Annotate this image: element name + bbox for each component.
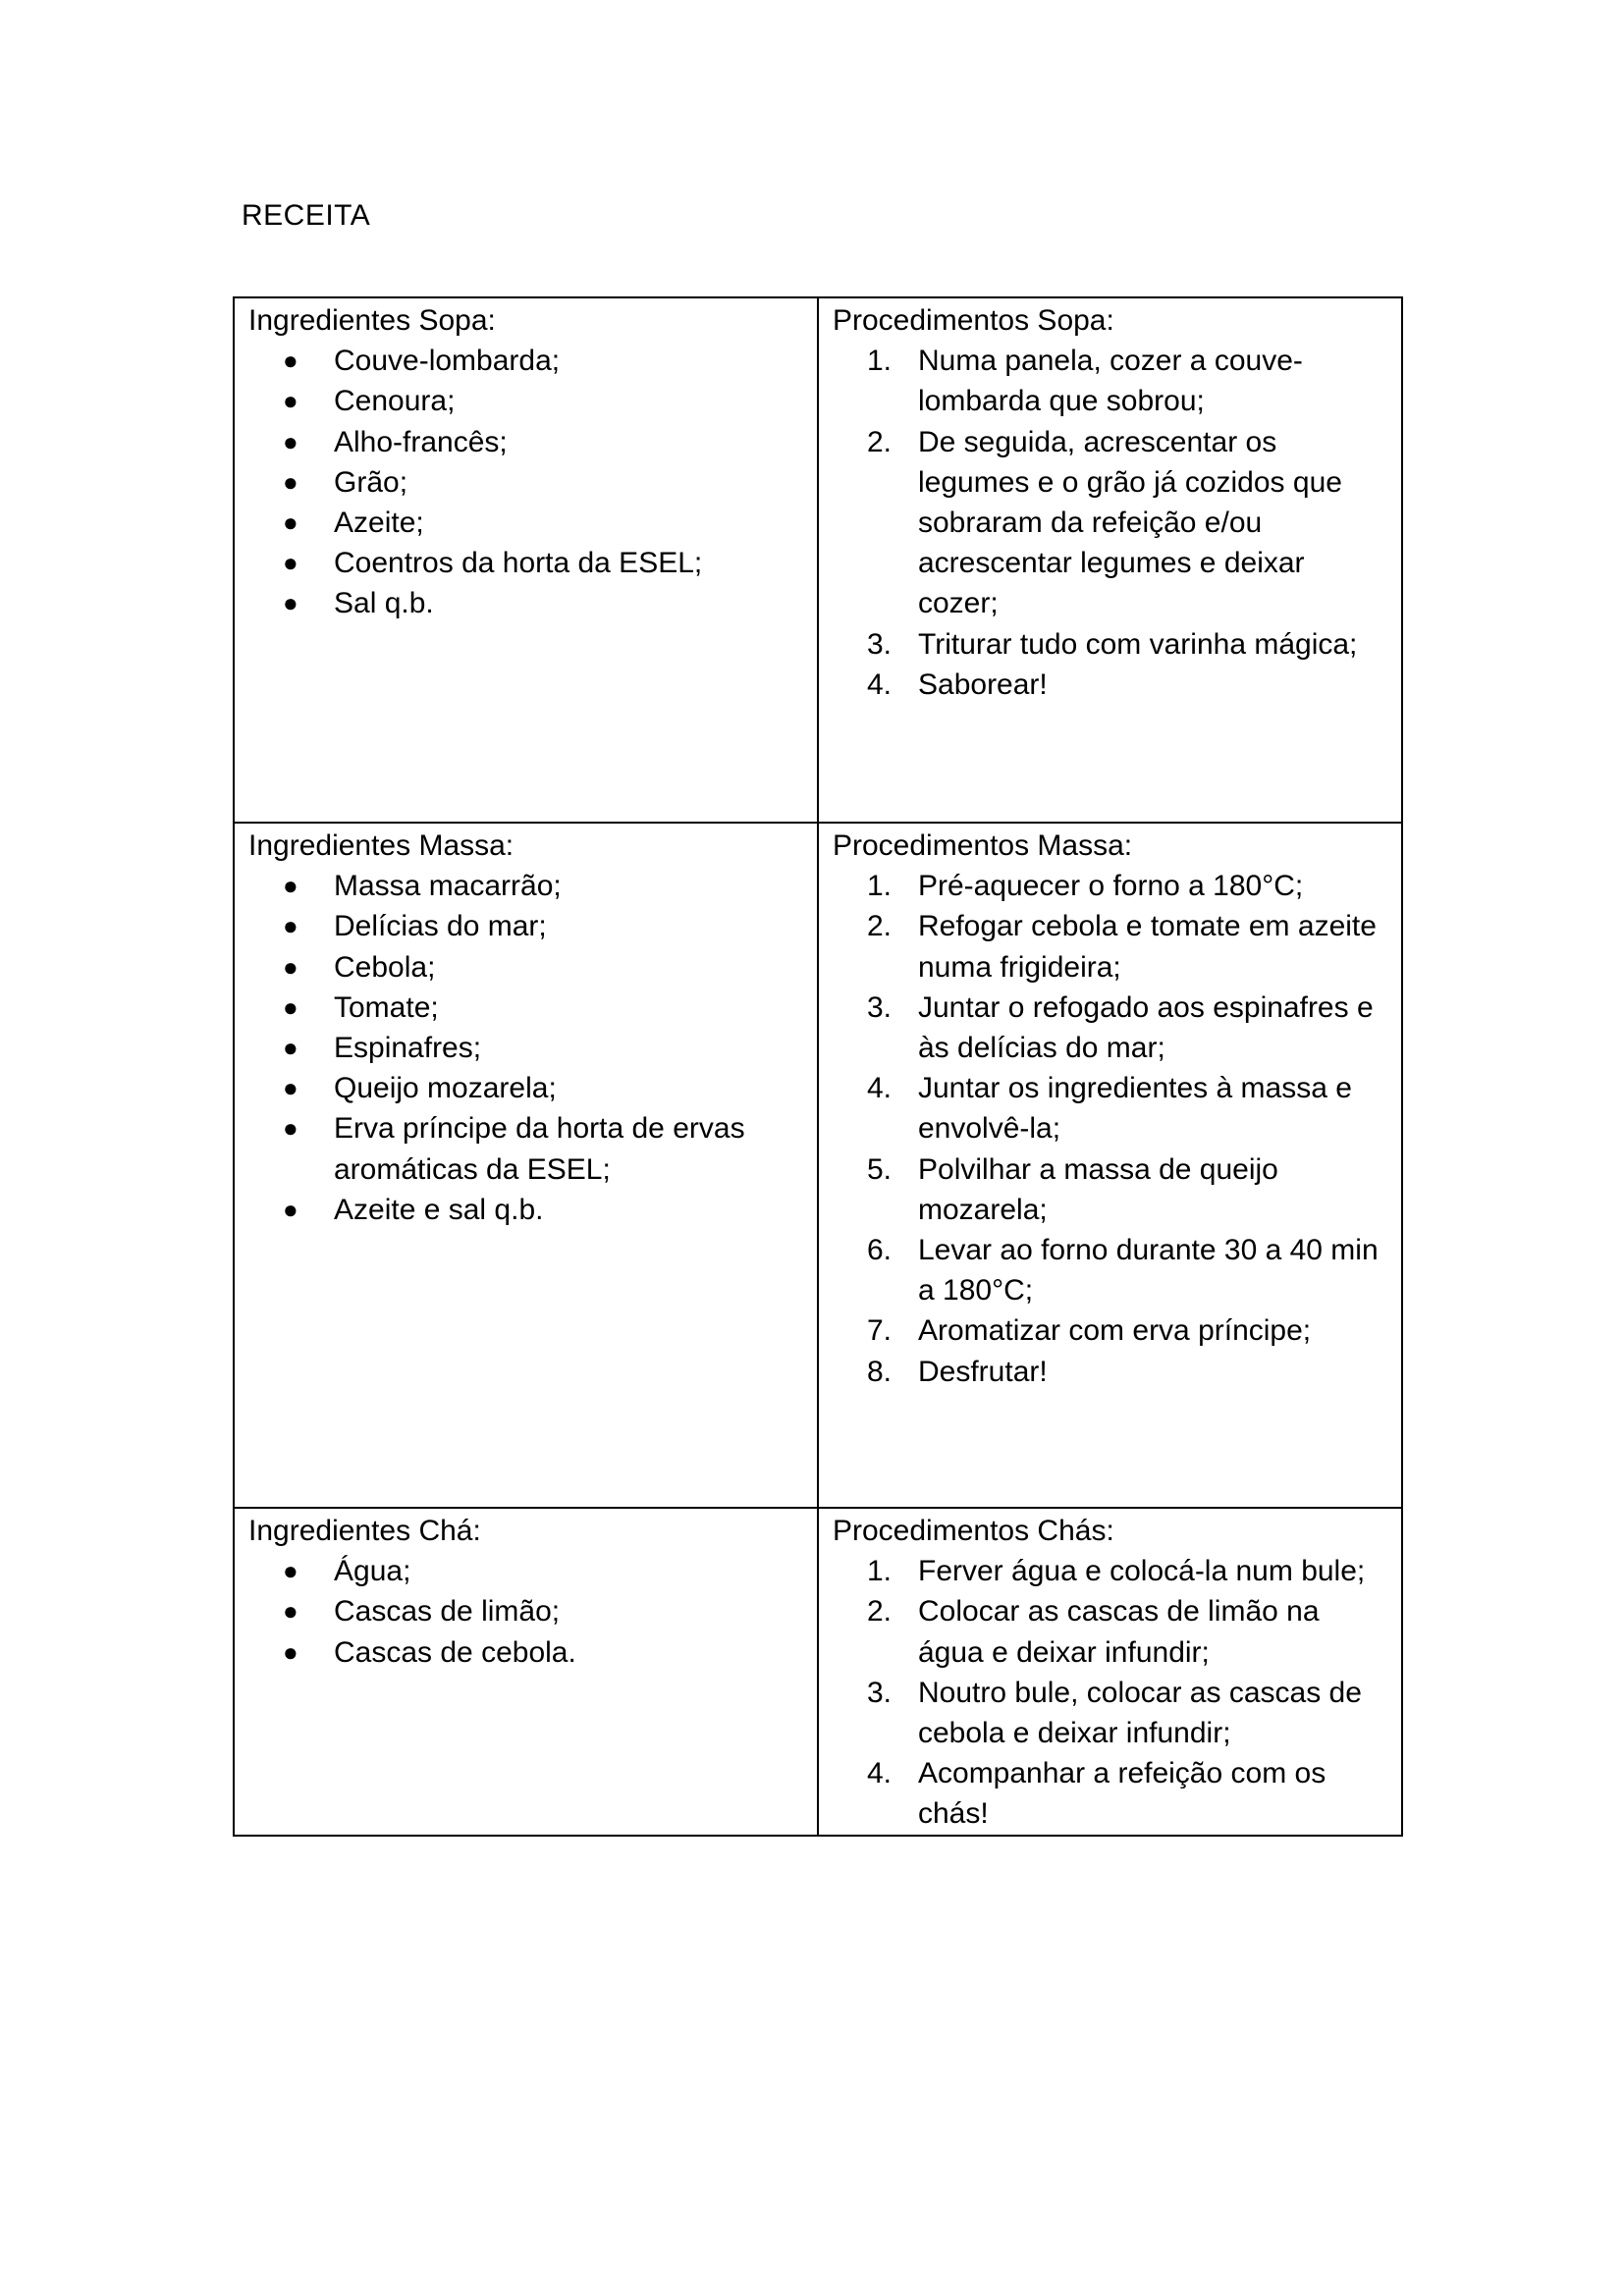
procedure-step [867,988,1389,1068]
ingredient-text: Azeite; [334,507,424,540]
ingredient-item [283,341,805,381]
procedure-step [867,906,1389,987]
ingredient-text: Coentros da horta da ESEL; [334,547,703,580]
bullet-icon: ● [283,1073,298,1103]
ingredient-text: Cascas de cebola. [334,1635,576,1669]
step-number: 3. [867,627,893,661]
bullet-icon: ● [283,386,298,416]
step-text: Levar ao forno durante 30 a 40 min a 180°C; [918,1234,1379,1308]
ingredient-text: Água; [334,1555,411,1588]
step-number: 5. [867,1152,893,1186]
ingredient-item [283,1190,805,1230]
ingredient-text: Delícias do mar; [334,910,547,943]
recipe-table [233,296,1403,1837]
ingredient-item [283,462,805,503]
ingredients-heading: Ingredientes Sopa: [248,304,496,337]
procedure-step [867,665,1389,705]
step-text: Refogar cebola e tomate em azeite numa frigideira; [918,910,1377,984]
step-number: 2. [867,1595,893,1629]
ingredient-item [283,1028,805,1068]
step-number: 8. [867,1355,893,1388]
ingredient-text: Cebola; [334,950,436,984]
step-number: 1. [867,1555,893,1588]
bullet-icon: ● [283,1194,298,1224]
step-text: Polvilhar a massa de queijo mozarela; [918,1152,1278,1226]
procedure-step [867,1753,1389,1834]
ingredient-item [283,988,805,1028]
ingredient-text: Couve-lombarda; [334,345,561,378]
table-row-sopa [234,297,1402,823]
step-number: 6. [867,1234,893,1267]
procedures-cell-cha [818,1508,1402,1836]
procedures-heading: Procedimentos Massa: [833,829,1133,862]
step-text: Acompanhar a refeição com os chás! [918,1757,1326,1831]
bullet-icon: ● [283,507,298,538]
table-row-cha [234,1508,1402,1836]
ingredient-text: Espinafres; [334,1032,482,1065]
step-number: 1. [867,345,893,378]
bullet-icon: ● [283,951,298,982]
step-text: Aromatizar com erva príncipe; [918,1314,1312,1348]
step-text: Juntar o refogado aos espinafres e às delícias do mar; [918,990,1374,1065]
step-text: Noutro bule, colocar as cascas de cebola e deixar infundir; [918,1676,1362,1750]
step-text: De seguida, acrescentar os legumes e o grão já cozidos que sobraram da refeição e/ou acrescentar legumes e deixar cozer; [918,425,1342,620]
step-number: 2. [867,425,893,458]
bullet-icon: ● [283,1113,298,1144]
table-row-massa [234,823,1402,1508]
ingredient-item [283,866,805,906]
procedure-step [867,1591,1389,1672]
ingredient-item [283,381,805,421]
step-text: Saborear! [918,667,1048,701]
ingredients-list [248,1551,805,1673]
ingredient-text: Sal q.b. [334,587,434,620]
ingredient-item [283,906,805,946]
ingredient-item [283,583,805,623]
bullet-icon: ● [283,911,298,941]
procedures-cell-sopa [818,297,1402,823]
procedures-list [833,866,1389,1392]
procedure-step [867,1673,1389,1753]
step-number: 2. [867,910,893,943]
ingredients-list [248,866,805,1230]
ingredient-item [283,503,805,543]
ingredients-cell-cha [234,1508,818,1836]
ingredients-heading: Ingredientes Chá: [248,1515,481,1547]
procedures-list [833,1551,1389,1834]
page-title: RECEITA [242,199,371,232]
procedure-step [867,1352,1389,1392]
ingredient-item [283,1068,805,1108]
step-number: 4. [867,1072,893,1105]
procedure-step [867,624,1389,665]
procedure-step [867,422,1389,624]
ingredients-cell-sopa [234,297,818,823]
step-text: Numa panela, cozer a couve-lombarda que sobrou; [918,345,1303,418]
ingredients-heading: Ingredientes Massa: [248,829,514,862]
ingredient-text: Cascas de limão; [334,1595,561,1629]
ingredient-text: Tomate; [334,990,439,1024]
procedure-step [867,341,1389,421]
step-number: 3. [867,990,893,1024]
bullet-icon: ● [283,346,298,376]
ingredient-text: Queijo mozarela; [334,1072,557,1105]
ingredient-item [283,543,805,583]
ingredient-item [283,947,805,988]
procedure-step [867,1310,1389,1351]
bullet-icon: ● [283,991,298,1022]
ingredient-text: Alho-francês; [334,425,508,458]
ingredient-item [283,1591,805,1631]
procedures-cell-massa [818,823,1402,1508]
step-number: 1. [867,870,893,903]
ingredient-item [283,422,805,462]
procedure-step [867,1068,1389,1148]
ingredient-item [283,1551,805,1591]
ingredient-text: Massa macarrão; [334,870,562,903]
ingredient-text: Grão; [334,465,408,499]
step-number: 3. [867,1676,893,1709]
step-text: Desfrutar! [918,1355,1048,1388]
bullet-icon: ● [283,1556,298,1586]
procedure-step [867,1149,1389,1230]
bullet-icon: ● [283,1033,298,1063]
bullet-icon: ● [283,548,298,578]
bullet-icon: ● [283,871,298,901]
procedures-heading: Procedimentos Chás: [833,1515,1114,1547]
step-number: 4. [867,1757,893,1790]
bullet-icon: ● [283,1636,298,1667]
procedures-list [833,341,1389,705]
step-text: Juntar os ingredientes à massa e envolvê-la; [918,1072,1352,1146]
bullet-icon: ● [283,466,298,497]
procedure-step [867,1230,1389,1310]
bullet-icon: ● [283,426,298,456]
ingredient-item [283,1632,805,1673]
ingredient-text: Cenoura; [334,385,456,418]
step-number: 4. [867,667,893,701]
procedure-step [867,1551,1389,1591]
procedure-step [867,866,1389,906]
step-text: Colocar as cascas de limão na água e deixar infundir; [918,1595,1320,1669]
ingredients-list [248,341,805,623]
ingredient-text: Azeite e sal q.b. [334,1193,544,1226]
step-text: Ferver água e colocá-la num bule; [918,1555,1366,1588]
ingredient-item [283,1108,805,1189]
step-number: 7. [867,1314,893,1348]
bullet-icon: ● [283,588,298,618]
ingredients-cell-massa [234,823,818,1508]
bullet-icon: ● [283,1596,298,1627]
step-text: Pré-aquecer o forno a 180°C; [918,870,1304,903]
step-text: Triturar tudo com varinha mágica; [918,627,1358,661]
ingredient-text: Erva príncipe da horta de ervas aromáticas da ESEL; [334,1112,745,1186]
procedures-heading: Procedimentos Sopa: [833,304,1114,337]
